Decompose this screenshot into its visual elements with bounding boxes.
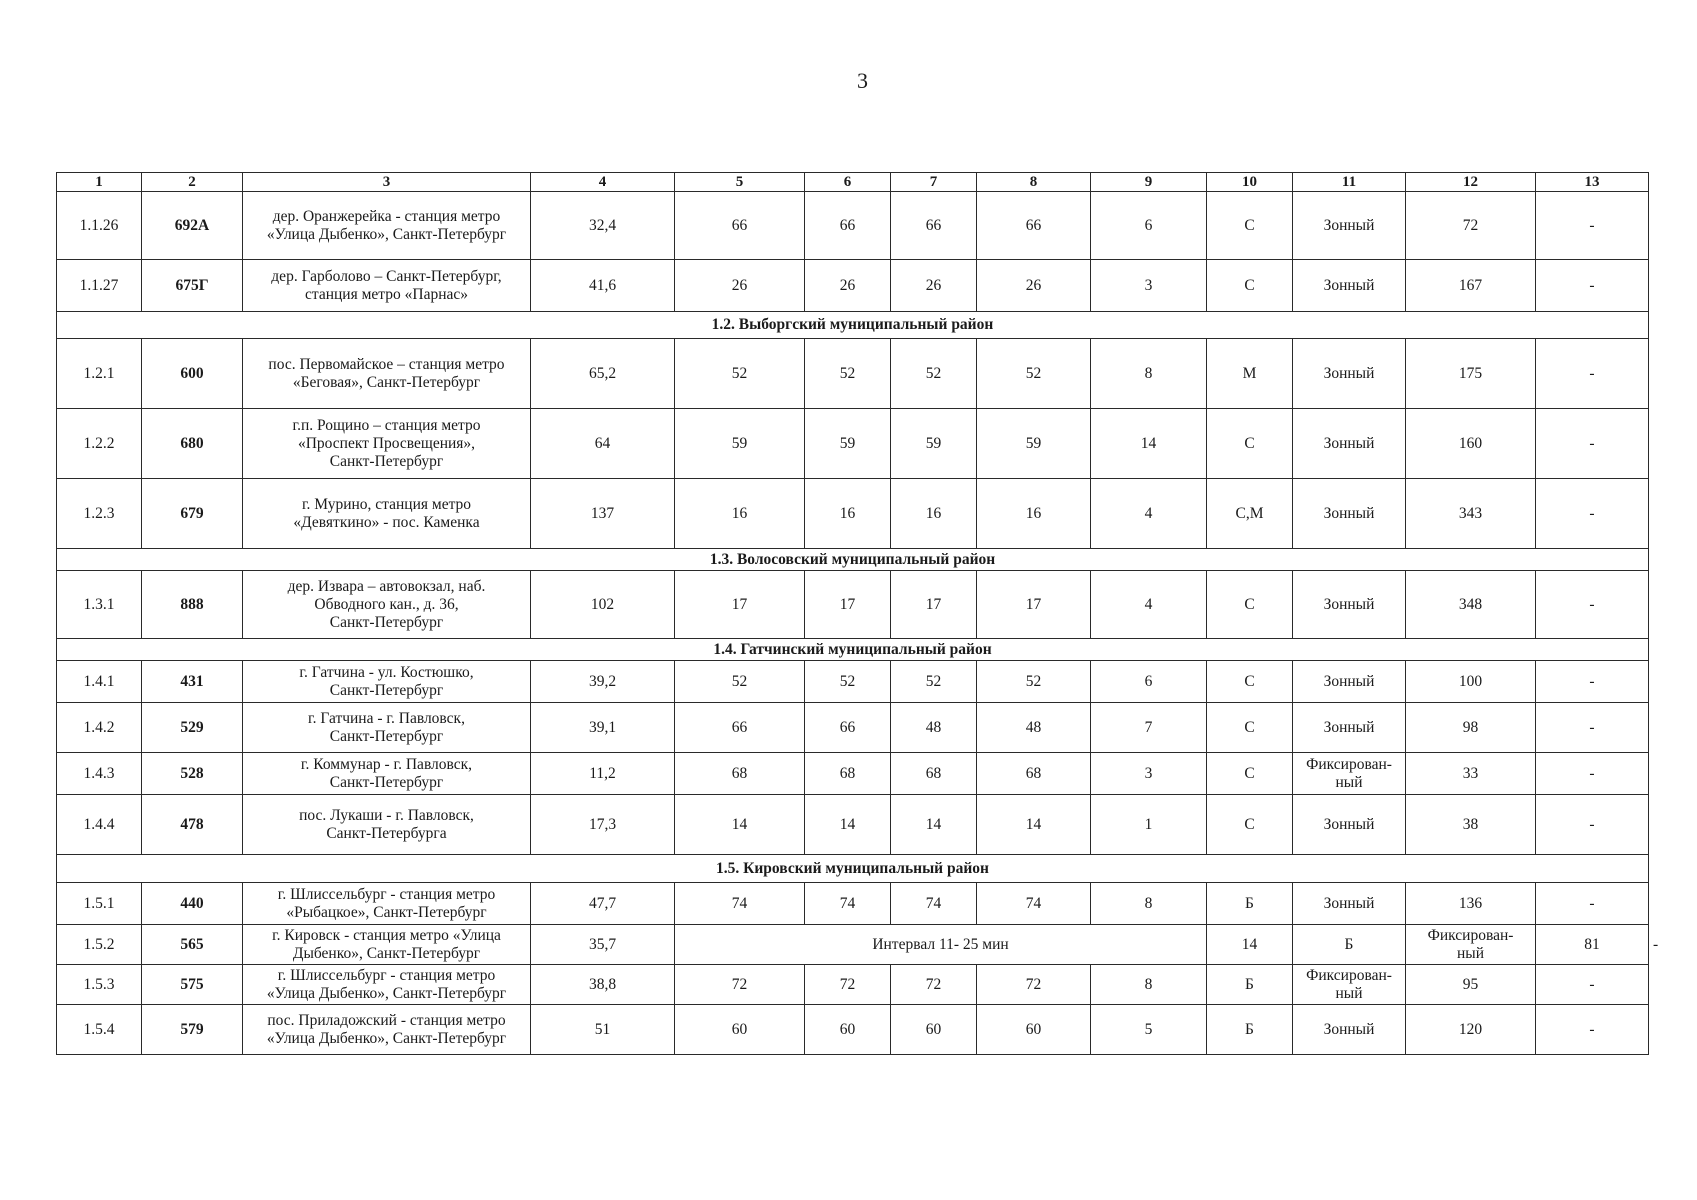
route-number-cell: 680 <box>142 409 243 479</box>
table-row <box>57 753 1649 795</box>
table-cell: 52 <box>977 339 1091 409</box>
column-header: 4 <box>531 173 675 192</box>
table-cell: 59 <box>977 409 1091 479</box>
route-name-cell: г. Шлиссельбург - станция метро «Рыбацкое», Санкт-Петербург <box>243 883 531 925</box>
table-cell: 59 <box>891 409 977 479</box>
section-row <box>57 639 1649 661</box>
table-cell: 66 <box>805 192 891 260</box>
table-cell: 95 <box>1406 965 1536 1005</box>
table-cell: 66 <box>675 703 805 753</box>
table-row: 1.5.2 565 г. Кировск - станция метро «Улица Дыбенко», Санкт-Петербург 35,7 Интервал 11- 25 мин 14 Б Фиксирован- ный 81 - <box>57 925 1649 965</box>
route-name-cell: г. Мурино, станция метро «Девяткино» - пос. Каменка <box>243 479 531 549</box>
route-number-cell: 600 <box>142 339 243 409</box>
column-header: 3 <box>243 173 531 192</box>
table-cell: 16 <box>977 479 1091 549</box>
route-name-cell: г. Шлиссельбург - станция метро «Улица Дыбенко», Санкт-Петербург <box>243 965 531 1005</box>
route-number-cell: 528 <box>142 753 243 795</box>
table-cell: 167 <box>1406 260 1536 312</box>
table-cell: 60 <box>891 1005 977 1055</box>
route-number-cell: 692А <box>142 192 243 260</box>
route-number-cell: 575 <box>142 965 243 1005</box>
route-name-cell: г.п. Рощино – станция метро «Проспект Просвещения», Санкт-Петербург <box>243 409 531 479</box>
table-cell: 14 <box>805 795 891 855</box>
section-title: 1.2. Выборгский муниципальный район <box>57 312 1649 339</box>
table-cell: С <box>1207 703 1293 753</box>
route-number-cell: 478 <box>142 795 243 855</box>
table-cell: 66 <box>891 192 977 260</box>
route-name-cell: дер. Извара – автовокзал, наб. Обводного кан., д. 36, Санкт-Петербург <box>243 571 531 639</box>
route-name-cell: г. Гатчина - г. Павловск, Санкт-Петербург <box>243 703 531 753</box>
table-cell: 4 <box>1091 571 1207 639</box>
table-cell: 52 <box>977 661 1091 703</box>
section-row <box>57 549 1649 571</box>
table-cell: 32,4 <box>531 192 675 260</box>
route-number-cell: 679 <box>142 479 243 549</box>
table-cell: 51 <box>531 1005 675 1055</box>
table-cell: 38 <box>1406 795 1536 855</box>
table-cell: 59 <box>805 409 891 479</box>
table-cell: 1 <box>1091 795 1207 855</box>
row-id-cell: 1.5.1 <box>57 883 142 925</box>
table-cell: 59 <box>675 409 805 479</box>
table-cell: 48 <box>891 703 977 753</box>
route-name-cell: пос. Первомайское – станция метро «Беговая», Санкт-Петербург <box>243 339 531 409</box>
page-number: 3 <box>857 68 868 93</box>
table-cell: Зонный <box>1293 479 1406 549</box>
route-number-cell: 529 <box>142 703 243 753</box>
table-cell: 14 <box>977 795 1091 855</box>
table-cell: - <box>1536 339 1649 409</box>
table-row <box>57 571 1649 639</box>
table-cell: 4 <box>1091 479 1207 549</box>
column-header: 1 <box>57 173 142 192</box>
table-body <box>57 192 1659 1055</box>
table-cell: 343 <box>1406 479 1536 549</box>
table-cell: 64 <box>531 409 675 479</box>
section-title: 1.4. Гатчинский муниципальный район <box>57 639 1649 661</box>
table-cell: 66 <box>805 703 891 753</box>
row-id-cell: 1.5.4 <box>57 1005 142 1055</box>
column-header: 13 <box>1536 173 1649 192</box>
table-cell: - <box>1536 192 1649 260</box>
table-cell: 74 <box>675 883 805 925</box>
column-header: 11 <box>1293 173 1406 192</box>
table-cell: - <box>1536 571 1649 639</box>
table-cell: 52 <box>891 339 977 409</box>
column-header: 8 <box>977 173 1091 192</box>
table-cell: 72 <box>1406 192 1536 260</box>
table-cell: 26 <box>977 260 1091 312</box>
table-cell: С <box>1207 661 1293 703</box>
table-cell: - <box>1536 1005 1649 1055</box>
row-id-cell: 1.2.2 <box>57 409 142 479</box>
table-cell: 137 <box>531 479 675 549</box>
table-cell: С <box>1207 795 1293 855</box>
table-cell: 68 <box>977 753 1091 795</box>
table-cell: 68 <box>675 753 805 795</box>
row-id-cell: 1.1.27 <box>57 260 142 312</box>
table-cell: 98 <box>1406 703 1536 753</box>
section-title: 1.5. Кировский муниципальный район <box>57 855 1649 883</box>
table-cell: 60 <box>675 1005 805 1055</box>
table-row <box>57 479 1649 549</box>
table-cell: С <box>1207 571 1293 639</box>
row-id-cell: 1.4.1 <box>57 661 142 703</box>
table-cell: Фиксирован- ный <box>1293 753 1406 795</box>
table-cell: - <box>1536 883 1649 925</box>
table-cell: - <box>1536 703 1649 753</box>
section-row <box>57 855 1649 883</box>
row-id-cell: 1.2.3 <box>57 479 142 549</box>
table-cell: Зонный <box>1293 703 1406 753</box>
table-cell: 48 <box>977 703 1091 753</box>
table-cell: 8 <box>1091 883 1207 925</box>
table-cell: 60 <box>805 1005 891 1055</box>
table-cell: Фиксирован- ный <box>1293 965 1406 1005</box>
table-cell: 16 <box>675 479 805 549</box>
table-cell: Зонный <box>1293 883 1406 925</box>
table-cell: 6 <box>1091 661 1207 703</box>
table-cell: - <box>1536 795 1649 855</box>
table-row <box>57 703 1649 753</box>
column-header: 7 <box>891 173 977 192</box>
row-id-cell: 1.4.3 <box>57 753 142 795</box>
table-cell: 41,6 <box>531 260 675 312</box>
table-cell: 160 <box>1406 409 1536 479</box>
table-cell: 348 <box>1406 571 1536 639</box>
table-cell: 17 <box>675 571 805 639</box>
table-row <box>57 339 1649 409</box>
table-cell: - <box>1536 409 1649 479</box>
table-cell: 14 <box>1207 925 1293 965</box>
table-cell: Зонный <box>1293 795 1406 855</box>
table-cell: 74 <box>977 883 1091 925</box>
table-cell: 52 <box>805 339 891 409</box>
route-number-cell: 431 <box>142 661 243 703</box>
table-cell: 8 <box>1091 339 1207 409</box>
table-cell: 68 <box>891 753 977 795</box>
table-cell: 3 <box>1091 753 1207 795</box>
table-cell: - <box>1536 479 1649 549</box>
table-cell: М <box>1207 339 1293 409</box>
table-cell: 52 <box>805 661 891 703</box>
table-cell: - <box>1536 753 1649 795</box>
row-id-cell: 1.4.2 <box>57 703 142 753</box>
table-row <box>57 1005 1649 1055</box>
table-cell: 39,1 <box>531 703 675 753</box>
column-header: 5 <box>675 173 805 192</box>
row-id-cell: 1.5.2 <box>57 925 142 965</box>
table-cell: 81 <box>1536 925 1649 965</box>
table-cell: 72 <box>977 965 1091 1005</box>
table-cell: 3 <box>1091 260 1207 312</box>
table-cell: 16 <box>805 479 891 549</box>
row-id-cell: 1.4.4 <box>57 795 142 855</box>
table-cell: Б <box>1207 965 1293 1005</box>
table-cell: 38,8 <box>531 965 675 1005</box>
column-header: 2 <box>142 173 243 192</box>
route-name-cell: дер. Оранжерейка - станция метро «Улица Дыбенко», Санкт-Петербург <box>243 192 531 260</box>
table-row <box>57 965 1649 1005</box>
route-name-cell: пос. Приладожский - станция метро «Улица Дыбенко», Санкт-Петербург <box>243 1005 531 1055</box>
table-cell: Зонный <box>1293 339 1406 409</box>
table-cell: Зонный <box>1293 1005 1406 1055</box>
table-row <box>57 661 1649 703</box>
table-cell: 72 <box>805 965 891 1005</box>
route-name-cell: г. Кировск - станция метро «Улица Дыбенко», Санкт-Петербург <box>243 925 531 965</box>
row-id-cell: 1.5.3 <box>57 965 142 1005</box>
row-id-cell: 1.2.1 <box>57 339 142 409</box>
table-cell: 39,2 <box>531 661 675 703</box>
table-cell: 7 <box>1091 703 1207 753</box>
table-cell: 17 <box>977 571 1091 639</box>
interval-cell: Интервал 11- 25 мин <box>675 925 1207 965</box>
table-cell: Б <box>1207 883 1293 925</box>
table-cell: Зонный <box>1293 260 1406 312</box>
table-row <box>57 409 1649 479</box>
table-cell: 66 <box>675 192 805 260</box>
table-cell: 17 <box>805 571 891 639</box>
table-row <box>57 192 1649 260</box>
table-cell: 136 <box>1406 883 1536 925</box>
table-row <box>57 795 1649 855</box>
route-number-cell: 888 <box>142 571 243 639</box>
table-cell: 14 <box>891 795 977 855</box>
table-cell: 26 <box>805 260 891 312</box>
header-row <box>57 173 1649 192</box>
table-cell: 8 <box>1091 965 1207 1005</box>
table-cell: 35,7 <box>531 925 675 965</box>
row-id-cell: 1.3.1 <box>57 571 142 639</box>
table-cell: 33 <box>1406 753 1536 795</box>
route-name-cell: дер. Гарболово – Санкт-Петербург, станция метро «Парнас» <box>243 260 531 312</box>
route-name-cell: г. Коммунар - г. Павловск, Санкт-Петербург <box>243 753 531 795</box>
routes-table <box>56 172 1659 1055</box>
table-row <box>57 260 1649 312</box>
table-cell: 74 <box>805 883 891 925</box>
route-number-cell: 579 <box>142 1005 243 1055</box>
table-cell: С <box>1207 260 1293 312</box>
table-cell: 100 <box>1406 661 1536 703</box>
table-cell: 52 <box>675 661 805 703</box>
table-cell: 47,7 <box>531 883 675 925</box>
table-cell: 65,2 <box>531 339 675 409</box>
table-cell: Б <box>1293 925 1406 965</box>
table-cell: 120 <box>1406 1005 1536 1055</box>
table-cell: С <box>1207 192 1293 260</box>
route-number-cell: 565 <box>142 925 243 965</box>
row-id-cell: 1.1.26 <box>57 192 142 260</box>
table-row <box>57 883 1649 925</box>
table-cell: 60 <box>977 1005 1091 1055</box>
route-name-cell: пос. Лукаши - г. Павловск, Санкт-Петербурга <box>243 795 531 855</box>
table-cell: 26 <box>891 260 977 312</box>
column-header: 9 <box>1091 173 1207 192</box>
table-cell: 14 <box>675 795 805 855</box>
table-cell: 5 <box>1091 1005 1207 1055</box>
table-cell: 52 <box>891 661 977 703</box>
table-cell: - <box>1536 260 1649 312</box>
column-header: 10 <box>1207 173 1293 192</box>
route-name-cell: г. Гатчина - ул. Костюшко, Санкт-Петербург <box>243 661 531 703</box>
table-cell: 26 <box>675 260 805 312</box>
section-row <box>57 312 1649 339</box>
table-cell: Зонный <box>1293 192 1406 260</box>
table-cell: 72 <box>675 965 805 1005</box>
table-cell: - <box>1536 661 1649 703</box>
table-cell: 17,3 <box>531 795 675 855</box>
table-cell: Зонный <box>1293 661 1406 703</box>
table-cell: С,М <box>1207 479 1293 549</box>
table-cell: 11,2 <box>531 753 675 795</box>
table-cell: 16 <box>891 479 977 549</box>
table-cell: 74 <box>891 883 977 925</box>
table-cell: Зонный <box>1293 571 1406 639</box>
route-number-cell: 675Г <box>142 260 243 312</box>
table-cell: Фиксирован- ный <box>1406 925 1536 965</box>
table-cell: Б <box>1207 1005 1293 1055</box>
table-cell: 52 <box>675 339 805 409</box>
column-header: 12 <box>1406 173 1536 192</box>
table-cell: 68 <box>805 753 891 795</box>
route-number-cell: 440 <box>142 883 243 925</box>
table-cell: 17 <box>891 571 977 639</box>
table-cell: С <box>1207 409 1293 479</box>
table-cell: Зонный <box>1293 409 1406 479</box>
table-cell: 66 <box>977 192 1091 260</box>
table-cell: 14 <box>1091 409 1207 479</box>
table-cell: - <box>1536 965 1649 1005</box>
column-header: 6 <box>805 173 891 192</box>
section-title: 1.3. Волосовский муниципальный район <box>57 549 1649 571</box>
table-cell: 6 <box>1091 192 1207 260</box>
table-cell: С <box>1207 753 1293 795</box>
table-cell: 175 <box>1406 339 1536 409</box>
table-cell: 102 <box>531 571 675 639</box>
table-cell: 72 <box>891 965 977 1005</box>
